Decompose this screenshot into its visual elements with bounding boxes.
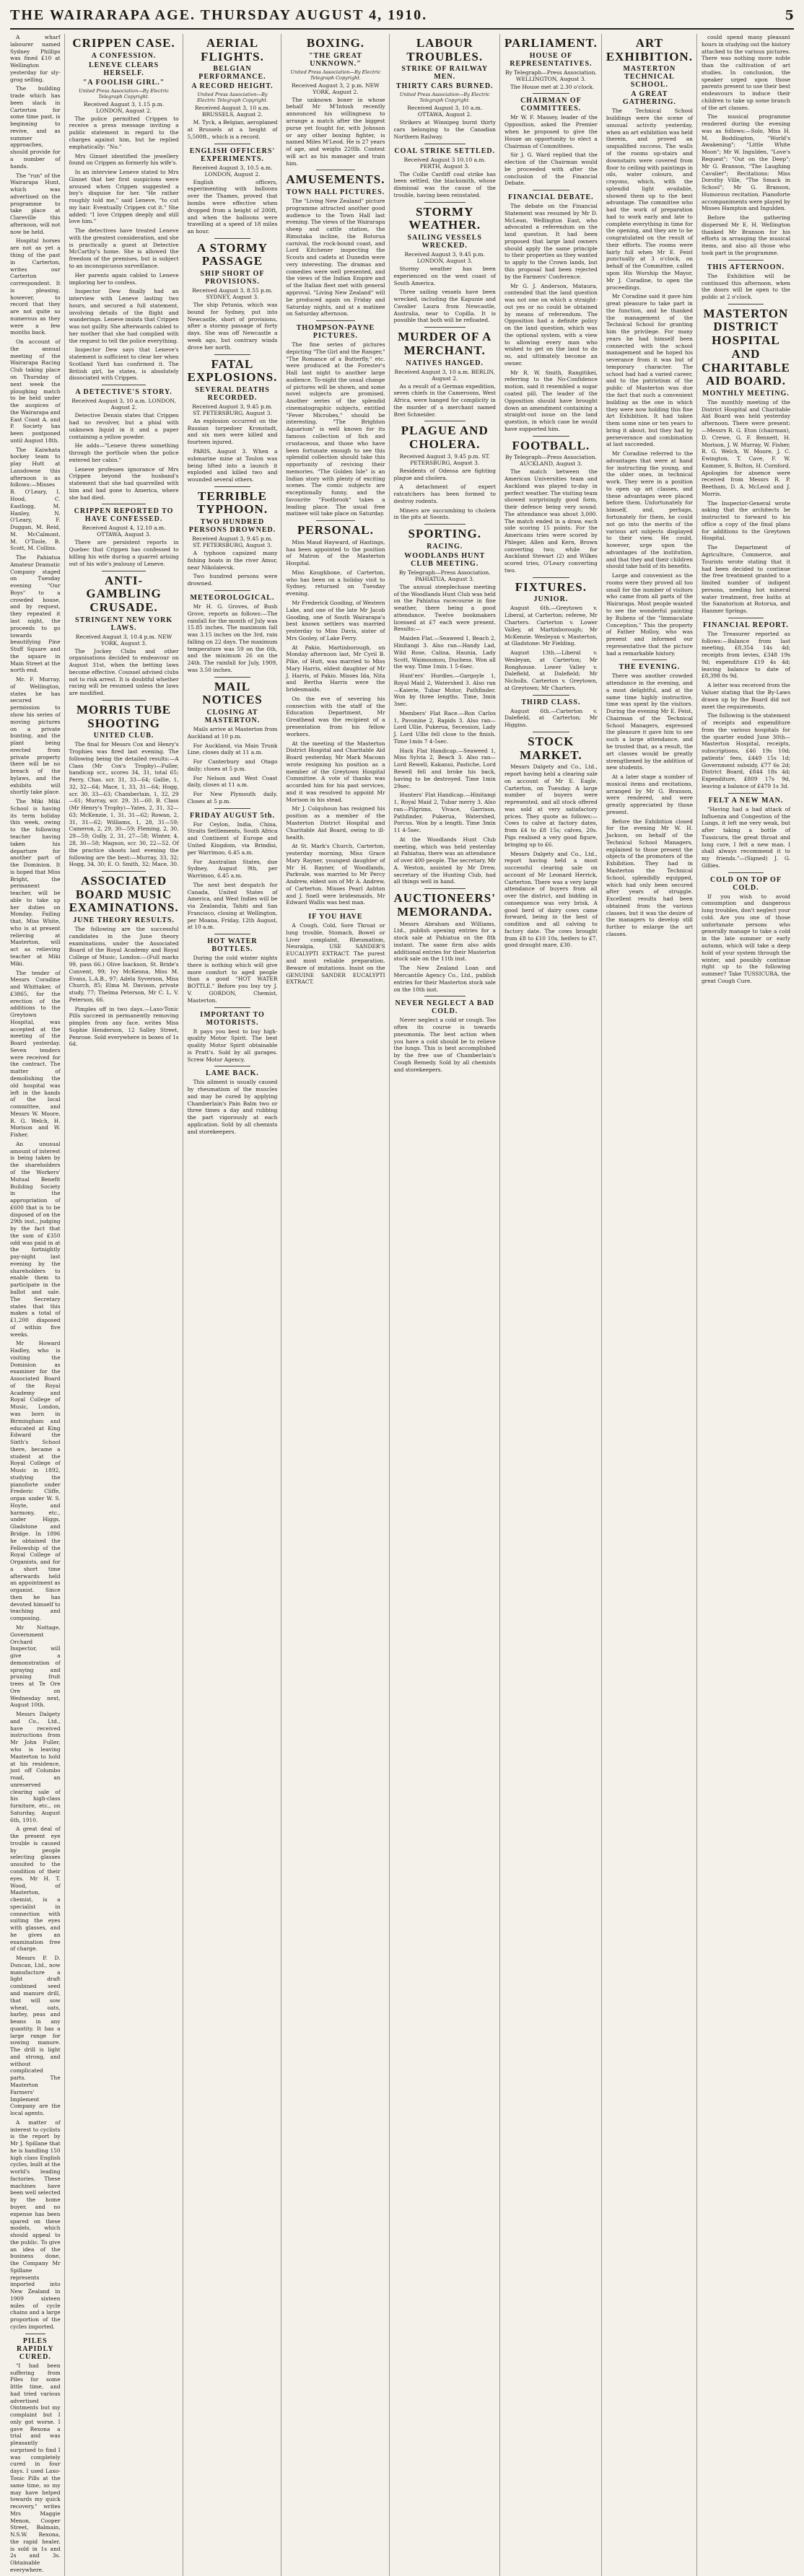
article-subheading: THIS AFTERNOON. [707, 263, 785, 271]
paragraph: If you wish to avoid consumption and dangerous lung troubles, don't neglect your cold. Are you one of those unfortunate persons who generally manage to take a cold in the late summer or early autumn, which will take a deep hold of your system through the winter, and possibly continue right up to the following summer? Take TUSSICURA, the great Cough Cure. [701, 893, 790, 984]
paragraph: For Ceylon, India, China, Straits Settlements, South Africa and Continent of Europe and United Kingdom, via Brindisi, per Warrimoo, 6.45 a.m. [187, 820, 278, 856]
paragraph: Messrs Abraham and Williams, Ltd., publish opening entries for a stock sale at Pahiatua on the 8th instant. The same firm also adds additional entries for their Masterton stock sale on the 11th inst. [393, 920, 496, 963]
paragraph: "Having had a bad attack of Influenza and Congestion of the Lungs, it left me very weak, but after taking a bottle of Tussicura, the great throat and lung cure, I felt a new man. I shall always recommend it to my friends."—(Signed) J. G. Gillies. [701, 805, 790, 869]
article-headline: STOCK MARKET. [520, 734, 582, 762]
paragraph: Sir J. G. Ward replied that the election of the Chairman would be proceeded with after the conclusion of the Financial Debate. [504, 152, 598, 187]
dateline: Received August 4, 12.10 a.m. OTTAWA, August 3. [82, 525, 166, 538]
paragraph: Mr Nottage, Government Orchard Inspector, will give a demonstration of spraying and pruning fruit trees at Te Ore Ore on Wednesday next, August 10th. [10, 1624, 61, 1709]
article-headline: BOXING. [306, 36, 365, 50]
paragraph: A matter of interest to cyclists is the report by Mr J. Spillane that he is handling 150 high class English cycles, built at the world's leading factories. These machines have been well selected by the home buyer, and no expense has been spared on these models, which should appeal to the public. To give an idea of the business done, the Company Mr Spillane represents imported into New Zealand in 1909 sixteen miles of cycle chains and a large proportion of the cycles imported. [10, 2119, 61, 2330]
article [188, 238, 278, 351]
article-headline: FOOTBALL. [512, 438, 590, 452]
dateline: Received August 3, 10 a.m. BRUSSELS, August 2. [195, 105, 270, 118]
paragraph: In an interview Leneve stated to Mrs Ginnet that her first suspicions were aroused when Crippen suggested a boy's disguise for her. "He rather roughly told me," said Leneve, "to cut my hair. Eventually Crippen cut it." She added: "I love Crippen deeply and still love him." [69, 169, 179, 225]
dateline: Received August 3, 9.45 p.m. ST. PETERSBURG, August 3. [399, 452, 490, 466]
paragraph: Residents of Odessa are fighting plague and cholera. [393, 467, 496, 481]
article-subheading: COAL STRIKE SETTLED. [394, 146, 496, 155]
paragraph: Mr Coradine said it gave him great pleasure to take part in the function, and he thanked the management of the Technical School for granting him the privilege. For many years he had himself been connected with the school management and he hoped his severance from it was but of temporary character. The school had had a varied career, and to the patriotism of the public of Masterton was due the fact that such a convenient building as the one in which they were now holding this fine Art Exhibition. It had taken them some nine or ten years to bring it about, but they had by perseverance and combination at last succeeded. [606, 293, 693, 448]
article-subheading: MASTERTON TECHNICAL SCHOOL. [623, 65, 676, 89]
dateline: Received August 3, 10 a.m. OTTAWA, August 2. [407, 105, 483, 118]
paragraph: As a result of a German expedition, seven chiefs in the Cameroons, West Africa, were hanged for complicity in the murder of a merchant named Bret Schneider. [393, 382, 496, 418]
paragraph: Her parents again cabled to Leneve imploring her to confess. [69, 271, 179, 286]
article [286, 170, 385, 317]
article-subheading: SAILING VESSELS WRECKED. [407, 234, 482, 250]
paragraph: The Collie Cardiff coal strike has been settled, the blacksmith, whose dismissal was the cause of the trouble, having been reinstated. [393, 170, 496, 198]
wire-credit: United Press Association—By Electric Telegraph Copyright. [79, 87, 170, 100]
article [188, 354, 278, 483]
article-headline: STORMY WEATHER. [408, 204, 481, 232]
article [69, 571, 179, 697]
article [69, 700, 179, 868]
dateline: Received August 3, 10.4 p.m. NEW YORK, August 3. [75, 633, 172, 647]
divider [214, 354, 250, 355]
paragraph: For Australian States, due Sydney, August 9th, per Warrimoo, 6.45 a.m. [187, 858, 278, 880]
article [188, 590, 278, 674]
article [188, 1066, 278, 1135]
article-subheading: FELT A NEW MAN. [708, 796, 784, 805]
article-subheading: IF YOU HAVE [308, 913, 363, 921]
article [188, 1007, 278, 1064]
paragraph: During the cold winter nights there is nothing which will give more comfort to aged people than a good "HOT WATER BOTTLE." Before you buy try J. V. GORDON, Chemist, Masterton. [187, 955, 278, 1004]
paragraph: The New Zealand Loan and Mercantile Agency Co., Ltd., publish entries for their Masterton stock sale on the 10th inst. [393, 965, 496, 993]
article [394, 202, 496, 325]
divider [424, 524, 466, 525]
paragraph: Mr Frederick Gooding, of Western Lake, and one of the late Mr Jacob Gooding, one of South Wairarapa's best known settlers was married yesterday to Miss Davis, sister of Mrs Gooley, of Lake Ferry. [286, 600, 385, 641]
article-headline: ART EXHIBITION. [606, 36, 693, 63]
paragraph: It pays you best to buy high-quality Motor Spirit. The best quality Motor Spirit obtainable is Pratt's. Sold by all garages. Screw Motor Agency. [187, 1028, 278, 1063]
paragraph: Mr. F. Murray, of Wellington, states he has secured permission to show his series of moving pictures on a private bunting, and the plant being erected from private property there will be no breach of the bylaws, and the exhibits will shortly take place. [10, 676, 61, 796]
article-subheading: LAME BACK. [206, 1069, 259, 1078]
paragraph: Miners are succumbing to cholera in the pits at Soonts. [393, 507, 496, 521]
article-headline: AUCTIONEERS' MEMORANDA. [393, 891, 496, 919]
article-subheading: SHIP SHORT OF PROVISIONS. [200, 270, 265, 286]
paragraph: The Jockey Clubs and other organisations decided to endeavour on August 31st, when the betting laws become effective. Counsel advised clubs not to risk arrest. It is doubtful whether racing will be resumed unless the laws are modified. [69, 647, 179, 697]
article-subheading: TWO HUNDRED PERSONS DROWNED. [188, 518, 276, 535]
article [504, 93, 598, 187]
paragraph: Messrs Dalgety and Co., Ltd., report having held a clearing sale on account of Mr E. Eagle, Carterton, on Tuesday. A large number of buyers were represented, and all stock offered was sold at very satisfactory prices. They quote as follows:—Cows to calve at factory dates, from £4 to £8 15s; calves, 20s. Pigs realised a very good figure, bringing up to £6. [504, 763, 598, 848]
paragraph: The Pahiatua Amateur Dramatic Company staged on Tuesday evening "Our Boys" to a crowded house, and by request, they repeated it last night, the proceeds to go towards beautifying Pine Stuff Square and the square in Main Street at the north end. [10, 554, 61, 674]
article-headline: FIXTURES. [515, 579, 587, 594]
paragraph: PARIS, August 3. When a submarine mine at Toulon was being lifted into a launch it exploded and killed two and wounded several others. [187, 447, 278, 483]
article [286, 909, 385, 986]
article [69, 504, 179, 567]
article-subheading: METEOROLOGICAL. [190, 594, 275, 602]
paragraph: Messrs P. D. Duncan, Ltd., now manufacture a light draft combined seed and manure drill, that will sow wheat, oats, barley, peas and beans in any quantity. It has a large range for sowing manure. The drill is light and strong, and without complicated parts. The Masterton Farmers' Implement Company are the local agents. [10, 1955, 61, 2117]
article-subheading: NEVER NEGLECT A BAD COLD. [395, 999, 494, 1016]
column-2 [69, 34, 183, 2576]
divider [316, 909, 356, 910]
divider [533, 436, 570, 437]
paragraph: Members' Flat Race.—Ron Carlos 1, Pavonine 2, Rapids 3. Also ran—Lord Ullie, Pukerua, Secession, Lady J. Lord Ullie fell close to the finish. Time 1min 7 4-5sec. [393, 709, 496, 745]
paragraph: This ailment is usually caused by rheumatism of the muscles and may be cured by applying Chamberlain's Pain Balm two or three times a day and rubbing the part vigorously at each application. Sold by all chemists and storekeepers. [187, 1079, 278, 1135]
paragraph: Mr H. G. Groves, of Bush Grove, reports as follows:—The rainfall for the month of July was 15.85 inches. The maximum fall was 3.15 inches on the 3rd, rain falling on 22 days. The maximum temperature was 59 on the 6th, and the minimum 26 on the 24th. The rainfall for July, 1909, was 3.50 inches. [187, 603, 278, 673]
column-7 [606, 34, 697, 2576]
divider [533, 93, 570, 94]
divider [424, 888, 466, 889]
paragraph: At the meeting of the Masterton District Hospital and Charitable Aid Board yesterday, Mr Mark Maconn wrote resigning his position as a member of the Greytown Hospital Committee. A vote of thanks was accorded him for his past services, and it was resolved to appoint Mr Morison in his stead. [286, 740, 385, 803]
paragraph: Inspector Dew says that Leneve's statement is sufficient to clear her when Scotland Yard has confirmed it. The British girl, he states, is absolutely dissociated with Crippen. [69, 346, 179, 382]
article-subheading: STRIKE OF RAILWAY MEN. [401, 65, 489, 82]
article [394, 524, 496, 885]
divider [214, 486, 250, 487]
article [286, 37, 385, 167]
paragraph: There was another crowded attendance in the evening, and a most delightful, and at the same time highly instructive, time was spent by the visitors. During the evening Mr E. Feist, Chairman of the Technical School Managers, expressed the pleasure it gave him to see such a large attendance, and he trusted that, as a result, the art classes would be greatly strengthened by the addition of new students. [606, 673, 693, 771]
dateline: Received August 3, 8.55 p.m. SYDNEY, August 3. [192, 287, 273, 301]
article [504, 436, 598, 574]
article-headline: CRIPPEN CASE. [72, 36, 175, 50]
article [10, 34, 61, 2331]
paragraph: For Nelson and West Coast daily, closes at 11 a.m. [187, 774, 278, 789]
paragraph: The detectives have treated Leneve with the greatest consideration, and she is practically a guest at Detective McCarthy's home. She is allowed the freedom of the premises, but is subject to an inconspicuous surveillance. [69, 227, 179, 269]
article [69, 37, 179, 382]
paragraph: An unusual amount of interest is being taken by the shareholders of the Workers' Mutual Benefit Building Society in the appropriation of £600 that is to be disposed of on the 29th inst., judging by the fact that the sum of £350 odd was paid in at the fortnightly pay-night last evening by the shareholders to enable them to participate in the ballot and sale. The Secretary states that this makes a total of £1,200 disposed of within five weeks. [10, 1140, 61, 1338]
article-subheading: CLOSING AT MASTERTON. [204, 709, 261, 725]
article-headline: A STORMY PASSAGE [197, 240, 268, 268]
article [504, 190, 598, 433]
paragraph: For Auckland, via Main Trunk Line, closes daily at 11 a.m. [187, 742, 278, 756]
article [702, 34, 790, 257]
paragraph: Mr R. W. Smith, Rangitikei, referring to the No-Confidence motion, said it resembled a sugar coated pill. The leader of the Opposition should have brought down an amendment containing a straight-out issue on the land question, in which case he would have supported him. [504, 369, 598, 432]
paragraph: The final for Messrs Cox and Henry's Trophies was fired last evening. The following being the detailed results:—A Class (Mr Cox's Trophy)—Fuller, handicap scr., scores 34, 31, total 65; Perry, Chas. scr. 31, 33—64; Gallie, 1, 32, 32—64; Mace, 1, 33, 31—64; Hogg, scr. 30, 33—63; Chamberlain, 1, 32, 29—61; Murray, scr. 29, 31—60. B. Class (Mr Henry's Trophy)—Yates, 2, 31, 32—63; McKenzie, 1, 31, 31—62; Rowan, 2, 31, 31—62; Williams, 1, 28, 31—59; Cameron, 2, 29, 30—59; Fleming, 2, 30, 29—59; Gully, 2, 31, 27—58; Winter, 4, 28, 30—58; Magson, scr. 30, 22—52. Of the practice shoots last evening the following are the best:—Murray, 33, 32; Hogg, 34, 30; E. O. Smith, 32; Mace, 30. [69, 741, 179, 868]
paragraph: A great deal of the present eye trouble is caused by people selecting glasses unsuited to the condition of their eyes. Mr H. T. Wood, of Masterton, chemist, is a specialist in connection with suiting the eyes with glasses, and he gives an examination free of charge. [10, 1826, 61, 1953]
paragraph: The Treasurer reported as follows:—Balance from last meeting, £8,354 14s 4d; receipts from levies, £348 19s 9d; expenditure £19 4s 4d; leaving balance to date of £8,398 0s 9d. [701, 630, 790, 680]
paragraph: The Kaiwhata hockey team to play Hutt at Lansdowne this afternoon is as follows:—Misses B. O'Leary, I. Hood, C. Eastlogg, M. Hanley, N. O'Leary, F. Duggan, M. Reid, M. McCalmont, M. O'Toole, B. Scott, M. Collins. [10, 446, 61, 552]
article-subheading: A GREAT GATHERING. [622, 90, 676, 107]
page-number: 5 [785, 8, 794, 23]
article [69, 871, 179, 1048]
article-subheading: NATIVES HANGED. [406, 359, 484, 367]
paragraph: A letter was received from the Valuer stating that the By-Laws drawn up by the Board did not meet the requirements. [701, 682, 790, 710]
wire-credit: United Press Association—By Electric Telegraph Copyright. [197, 92, 268, 104]
paragraph: Three sailing vessels have been wrecked, including the Kapunie and Cavalier Laura from Newcastle, Australia, near to Copilla. It is possible that both will be refloated. [393, 289, 496, 324]
article [188, 808, 278, 931]
article-subheading: JUNE THEORY RESULTS. [73, 916, 175, 925]
article-headline: PLAGUE AND CHOLERA. [401, 424, 489, 452]
wire-credit: United Press Association—By Electric Telegraph Copyright. [399, 92, 490, 104]
article [394, 996, 496, 1073]
article [188, 144, 278, 235]
paragraph: A wharf labourer named Sydney Phillips was fined £10 at Wellington yesterday for sly-grog selling. [10, 34, 61, 83]
article-subheading: BELGIAN PERFORMANCE. [198, 65, 266, 82]
wire-credit: United Press Association—By Electric Telegraph Copyright. [290, 69, 381, 81]
paragraph: The Department of Agriculture, Commerce, and Tourists wrote stating that it had been decided to continue the free treatment granted to a limited number of indigent persons, needing hot mineral water treatment, free baths at the Sanatorium at Rotorua, and Hanmer Springs. [701, 544, 790, 615]
article-subheading: MONTHLY MEETING. [702, 389, 790, 398]
paragraph: Miss Maud Hayward, of Hastings, has been appointed to the position of Matron of the Masterton Hospital. [286, 538, 385, 567]
article-subheading: THIRD CLASS. [521, 698, 581, 706]
dateline: By Telegraph—Press Association. AUCKLAND, August 3. [504, 454, 597, 468]
article-subheading: UNITED CLUB. [93, 732, 154, 740]
dateline: Received August 3 10.10 a.m. PERTH, August 3. [403, 156, 486, 170]
paragraph: Large and convenient as the rooms were they proved all too small for the number of visitors who came from all parts of the Wairarapa. Most people wanted to see the wonderful painting by Rubens of the "Immaculate Conception." This the property of Father Molloy, who was present and informed our representative that the picture had a remarkable history. [606, 572, 693, 657]
article [188, 934, 278, 1004]
article-subheading: COLD ON TOP OF COLD. [710, 875, 782, 892]
article [394, 888, 496, 993]
article [69, 385, 179, 501]
article-headline: MAIL NOTICES [202, 679, 263, 707]
article-subheading: IMPORTANT TO MOTORISTS. [200, 1010, 265, 1027]
divider [728, 872, 764, 873]
article [286, 320, 385, 517]
paragraph: Hunt'ers' Hurdles.—Gargoyle 1, Royal Maid 2, Watershed 3. Also ran—Kaierie, Tubar Motor, Pathfinder. Won by three lengths. Time, 3min 3sec. [393, 673, 496, 708]
divider [214, 808, 250, 809]
article [702, 872, 790, 985]
article [504, 37, 598, 90]
article [10, 2334, 61, 2574]
article-subheading: THIRTY CARS BURNED. [396, 82, 494, 91]
paragraph: The following is the statement of receipts and expenditure from the various hospitals for the quarter ended June 30th—Masterton Hospital, receipts, subscriptions, £46 19s 10d; patients' fees, £449 15s 1d; Government subsidy, £77 6s 2d; District Board, £844 18s 4d; Expenditure, £809 17s 9d, leaving a balance of £479 1s 3d. [701, 712, 790, 789]
article [286, 520, 385, 906]
paragraph: The monthly meeting of the District Hospital and Charitable Aid Board was held yesterday afternoon. There were present:—Messrs R. G. Eton (chairman), D. Crewe, G. F. Bennett, H. Morison, J. W. Murray, W. Fisher, R. G. Welch, W. Moore, J. C. Ewington, T. Cave, F. W. Kummer, S. Bolton, H. Cornford. Apologies for absence were received from Messrs R. P. Beetham, D. A. McLeod and J. Morris. [701, 398, 790, 497]
paragraph: The tender of Messrs Coradine and Whittaker, of £3865, for the erection of the additions to the Greytown Hospital, was accepted at the meeting of the Board yesterday. Seven tenders were received for the contract. The matter of demolishing the old hospital was left in the hands of the local committee, and Messrs W. Moore, R. G. Welch, H. Morison and W. Fisher. [10, 969, 61, 1139]
article-headline: MURDER OF A MERCHANT. [398, 330, 492, 357]
paragraph: could spend many pleasant hours in studying out the history attached to the various pictures. There was nothing more noble than the cultivation of art studies. In conclusion, the speaker urged upon those parents present to use their best endeavours to induce their children to take up some branch of the art classes. [701, 34, 791, 111]
paragraph: A Cough, Cold, Sore Throat or lung trouble, Stomach, Bowel or Liver complaint, Rheumatism, Neuralgia, USE SANDER'S EUCALYPTI EXTRACT. The purest and most reliable preparation. Beware of imitations. Insist on the GENUINE SANDER EUCALYPTI EXTRACT. [286, 922, 385, 986]
article [188, 486, 278, 587]
dateline: Received August 3, 1.15 p.m. LONDON, August 2. [83, 100, 165, 114]
paragraph: M. Tyck, a Belgian, aeroplaned at Brussels at a height of 5,500ft., which is a record. [187, 119, 278, 140]
paragraph: The "run" of the Wairarapa Hunt, which was advertised on the programme to take place at Clareville this afternoon, will not now be held. [10, 172, 61, 235]
paragraph: August 13th.—Liberal v. Wesleyan, at Carterton; Mr Ronghouse. Lower Valley v. Dalefield, at Dalefield; Mr Nicholls. Carterton v. Greytown, at Greytown; Mr Charters. [504, 649, 598, 691]
paragraph: At Pakio, Martinborough, on Monday afternoon last, Mr Cyril B. Pike, of Hutt, was married to Miss Mary Harris, eldest daughter of Mr J. Harris, of Pakio. Misses Ida, Nita and Bertha Harris were the bridesmaids. [286, 644, 385, 693]
paragraph: English officers, experimenting with balloons over the Thames, proved that bombs were effective when dropped from a height of 200ft, and when the balloons were travelling at a speed of 18 miles an hour. [187, 178, 278, 235]
dateline: Received August 3, 10.5 a.m. LONDON, August 2. [192, 164, 273, 178]
paragraph: A detachment of expert ratcatchers has been formed to destroy rodents. [393, 483, 496, 504]
article [188, 37, 278, 141]
article-headline: LABOUR TROUBLES. [406, 36, 484, 63]
dateline: By Telegraph—Press Association. WELLINGTON, August 3. [504, 69, 597, 82]
article-headline: ANTI-GAMBLING CRUSADE. [86, 573, 162, 614]
dateline: Received August 3, 10 a.m. BERLIN, August 2. [394, 368, 495, 382]
divider [316, 520, 356, 521]
article [702, 793, 790, 869]
paragraph: An explosion occurred on the Russian torpedoer Kronstadt, and six men were killed and fourteen injured. [187, 417, 278, 446]
paragraph: For New Plymouth daily. Closes at 5 p.m. [187, 791, 278, 805]
paragraph: Hack Flat Handicap.—Seaweed 1, Miss Sylvia 2, Beach 3. Also ran—Lord Rewell, Kakanui, Pastiche, Lord Rewell fell and broke his back, having to be destroyed. Time 1min 29sec. [393, 747, 496, 789]
article-subheading: FRIDAY AUGUST 5th. [190, 811, 275, 820]
column-6 [504, 34, 602, 2576]
paragraph: Never neglect a cold or cough. Too often its course is towards pneumonia. The best action when you have a cold should be to relieve the lungs. This is best accomplished by the free use of Chamberlain's Cough Remedy. Sold by all chemists and storekeepers. [393, 1017, 496, 1073]
paragraph: He adds—"Leneve threw something through the porthole when the police entered her cabin." [69, 442, 179, 463]
article [394, 327, 496, 418]
paragraph: Mr W. F. Massey, leader of the Opposition, asked the Premier when he proposed to give the House an opportunity to elect a Chairman of Committees. [504, 114, 598, 149]
article [702, 260, 790, 301]
article-subheading: WOODLANDS HUNT CLUB MEETING. [404, 551, 486, 568]
paragraph: Before the gathering dispersed Mr E. H. Wellington thanked Mr Branson for his efforts in arranging the musical items, and also all those who took part in the programme. [701, 214, 790, 256]
article-subheading: CHAIRMAN OF COMMITTEES. [520, 97, 582, 113]
dateline: Received August 3, 2 p.m. NEW YORK, August 2. [292, 82, 380, 95]
article-subheading: THOMPSON-PAYNE PICTURES. [296, 324, 375, 341]
article-subheading: A DETECTIVE'S STORY. [75, 388, 172, 397]
divider [533, 695, 570, 696]
paragraph: At a later stage a number of musical items and recitations, arranged by Mr G. Branson, were rendered, and were greatly appreciated by those present. [606, 774, 693, 815]
paragraph: At St. Mark's Church, Carterton, yesterday morning, Miss Grace Mary Rayner, youngest daughter of Mr H. Rayner, of Woodlands, Parkvale, was married to Mr Percy Andrew, eldest son of Mr A. Andrew, of Carterton. Misses Pearl Ashton and J. Snell were bridesmaids, Mr Edward Wallis was best man. [286, 843, 385, 906]
article-subheading: HOUSE OF REPRESENTATIVES. [510, 51, 593, 68]
article [504, 695, 598, 729]
divider [533, 577, 570, 578]
paragraph: The Technical School buildings were the scene of unusual activity yesterday, when an art exhibition was held therein, and proved an unqualified success. The walls of the rooms up-stairs and downstairs were covered from floor to ceiling with paintings in oils, water colours, and crayons, which, with the splendid light available, showed them up to the best advantage. The committee who had the work of preparation had to work early and late to complete everything in time for the opening, and they are to be congratulated on the result of their efforts. The rooms were fairly full when Mr E. Feist punctually at 3 o'clock, on behalf of the Committee, called upon His Worship the Mayor, Mr J. Coradine, to open the proceedings. [606, 108, 693, 291]
article-headline: FATAL EXPLOSIONS. [187, 356, 278, 385]
divider [214, 1007, 250, 1008]
paragraph: Hospital horses are not as yet a thing of the past in Carterton, writes our Carterton correspondent. It is pleasing, however, to record that they are not quite so numerous as they were a few months back. [10, 237, 61, 336]
article [606, 37, 693, 657]
columns-container [10, 34, 794, 2573]
paragraph: For Canterbury and Otago daily; closes at 5 p.m. [187, 758, 278, 772]
paragraph: "I had been suffering from Piles for some little time, and had tried various advertised Ointments but my complaint but I only got worse. I gave Rexona a trial and was pleasantly surprised to find I was completely cured in four days. I used Laxo-Tonic Pills at the same time, so my may have helped towards my quick recovery," writes Mrs Maggie Menon, Cooper Street, Balmain, N.S.W. Rexona, the rapid healer, is sold in 1s and 2s and 3s. Obtainable everywhere. [10, 2362, 61, 2573]
article-headline: SPORTING. [408, 527, 481, 541]
paragraph: Mails arrive at Masterton from Auckland at 10 p.m. [187, 726, 278, 740]
article [504, 732, 598, 949]
article-subheading: CRIPPEN REPORTED TO HAVE CONFESSED. [74, 507, 174, 524]
article-headline: MORRIS TUBE SHOOTING [77, 702, 172, 730]
article-subheading: FINANCIAL REPORT. [703, 621, 789, 629]
article [394, 144, 496, 199]
paragraph: Messrs Dalgety and Co., Ltd., have received instructions from Mr John Fuller, who is leaving Masterton to hold at his residence, just off Columbo road, an unreserved clearing sale of his high-class furniture, etc., on Saturday, August 6th, 1910. [10, 1711, 61, 1823]
article-subheading: THE EVENING. [619, 663, 681, 672]
paragraph: Strikers at Winnipeg burnt thirty cars belonging to the Canadian Northern Railway. [393, 119, 496, 140]
divider [214, 677, 250, 678]
dateline: By Telegraph—Press Association. PAHIATUA, August 3. [398, 569, 491, 582]
paragraph: The "Living New Zealand" picture programme attracted another good audience to the Town Hall last evening. The views of the Wairarapa sheep and cattle station, the Rimutaka incline, the Rotorua carnival, the rock-bound coast, and Lord Kitchener inspecting the Scouts and cadets at Dunedin were very interesting. The dramas and comedies were well presented, and the views of the Indian Empire and of the Italian fleet met with general approval. "Living New Zealand" will be produced again on Friday and Saturday nights, and at a matinee on Saturday afternoon. [286, 198, 385, 317]
paragraph: Mr Coradine referred to the advantages that were at hand for instructing the young, and the older ones, in technical work. They were in a position to open up art classes, and these advantages were placed before them. Unfortunately for himself, and, perhaps, fortunately for them, he could not go into the merits of the various art subjects displayed to their view. He could, however, urge upon the advantages of the institution, and that they and their children should take hold of its benefits. [606, 450, 693, 570]
paragraph: Miss Koughbone, of Carterton, who has been on a holiday visit to Sydney, returned on Tuesday evening. [286, 569, 385, 597]
article-headline: PARLIAMENT. [504, 36, 598, 50]
article-subheading: ENGLISH OFFICERS' EXPERIMENTS. [189, 146, 276, 163]
paragraph: The police permitted Crippen to receive a press message inviting a public statement in regard to the charges against him, but he replied emphatically: "No." [69, 115, 179, 150]
paragraph: Maiden Flat.—Seaweed 1, Beach 2, Hinitangi 3. Also ran—Handy Lad, Wild Rose, Calina, Haunia, Lady Scott, Waimoumou, Duchess. Won all the way. Time 1min. 1 5-6sec. [393, 635, 496, 670]
dateline: Received August 3, 9.45 p.m. ST. PETERSBURG, August 3. [192, 535, 273, 549]
column-3 [188, 34, 282, 2576]
paragraph: The Miki Miki School is having its term holiday this week, owing to the following teacher having taken his departure for another part of the Dominion. It is hoped that Miss Bright, the permanent teacher, will be able to take up her duties on Monday. Failing that, Miss White, who is at present relieving at Masterton, will act as relieving teacher at Miki Miki. [10, 798, 61, 967]
article-headline: TERRIBLE TYPHOON. [196, 489, 268, 517]
paragraph: The Inspector-General wrote asking that the architects be instructed to forward to his office a copy of the final plans for additions to the Greytown Hospital. [701, 499, 790, 542]
article [702, 304, 790, 615]
dateline: Received August 3, 9.45 p.m. ST. PETERSBURG, August 3. [192, 403, 273, 416]
paragraph: Detective Dennis states that Crippen had no revolver, but a phial with unknown liquid in it and a paper containing a yellow powder. [69, 412, 179, 440]
divider [728, 304, 764, 305]
article-headline: AMUSEMENTS. [286, 172, 385, 187]
paragraph: The ship Petunia, which was bound for Sydney, put into Newcastle, short of provisions, after a stormy passage of forty days. She was off Newcastle a week ago, but contrary winds drove her north. [187, 302, 278, 351]
paragraph: Mr J. Colquhoun has resigned his position as a member of the Masterton District Hospital and Charitable Aid Board, owing to ill-health. [286, 805, 385, 841]
newspaper-title: THE WAIRARAPA AGE. THURSDAY AUGUST 4, 1910. [10, 7, 428, 23]
paragraph: Leneve professes ignorance of Mrs Crippen beyond the husband's statement that she had quarrelled with him and had gone to America, where she had died. [69, 465, 179, 501]
column-5 [394, 34, 500, 2576]
paragraph: The following are the successful candidates in the June theory examinations, under the Associated Board of the Royal Academy and Royal College of Music, London:—(Full marks 99, pass 66.) Olive Isackson, St. Bride's Convent, 99; Ivy McKenna, Miss M. Evans, L.A.B., 97; Adela Syverson, Miss Church, 85; Elma M. Davison, private study, 77; Thelma Peterson, Mr C. L. V. Peterson, 66. [69, 926, 179, 1003]
divider [102, 871, 146, 872]
paragraph: Inspector Dew finally had an interview with Leneve lasting two hours, and secured a full statement, involving details of the flight and wanderings. Leneve insists that Crippen was not guilty. She afterwards cabled to her mother that she had complied with the request to tell the police everything. [69, 288, 179, 344]
paragraph: Mr Howard Hadley, who is visiting the Dominion as examiner for the Associated Board of the Royal Academy and Royal College of Music, London, was born in Birmingham and educated at King Edward the Sixth's School there, became a student at the Royal College of Music in 1892, studying the pianoforte under Frederic Cliffe, organ under W. S. Hoyte, and harmony, etc., under Higgs, Gladstone and Bridge. In 1896 he obtained the Fellowship of the Royal College of Organists, and for a short time afterwards held an appointment as organist. Since then he has devoted himself to teaching and composing. [10, 1340, 61, 1622]
divider [316, 320, 356, 321]
paragraph: Two hundred persons were drowned. [187, 573, 278, 587]
article [504, 577, 598, 692]
article [394, 37, 496, 141]
paragraph: The House met at 2.30 o'clock. [510, 83, 595, 90]
article-subheading: STRINGENT NEW YORK LAWS. [75, 615, 173, 632]
paragraph: On account of the annual meeting of the Wairarapa Racing Club taking place on Thursday of next week the ploughing match to be held under the auspices of the Wairarapa and East Coast A. and P. Society has been postponed until August 18th. [10, 338, 61, 444]
paragraph: The annual steeplechase meeting of the Woodlands Hunt Club was held on the Pahiatua racecourse in fine weather, there being a good attendance. Twelve bookmakers licensed at £7 each were present. Results:— [393, 583, 496, 633]
article [702, 618, 790, 790]
paragraph: Messrs Dalgety and Co., Ltd., report having held a most successful clearing sale on account of Mr Leonard Herrick, Carterton. There was a very large attendance of buyers from all over the district, and bidding in consequence was very brisk. A good herd of dairy cows came forward, being in the best of condition and all calving to factory date. The cows brought from £8 to £10 10s, heifers to £7, good draught mare, £30. [504, 850, 598, 949]
column-4 [286, 34, 389, 2576]
paragraph: A typhoon capsized many fishing boats in the river Amur, near Nikolaievsk. [187, 550, 278, 571]
article-headline: AERIAL FLIGHTS. [201, 36, 264, 63]
divider [214, 238, 250, 239]
article-headline: ASSOCIATED BOARD MUSIC EXAMINATIONS. [69, 874, 179, 915]
paragraph: The debate on the Financial Statement was resumed by Mr D. McLean, Wellington East, who advocated a referendum on the land question. It had been proposed that large land owners should apply the same principle to their properties as they wanted to apply to the Crown lands, but this proposal had been rejected by the Farmers' Conference. [504, 203, 598, 280]
dateline: Received August 3, 9.45 p.m. LONDON, August 3. [404, 251, 485, 265]
article-subheading: "A FOOLISH GIRL." [82, 78, 165, 87]
divider [214, 590, 250, 591]
masthead [10, 7, 794, 30]
paragraph: The match between the American Universities team and Auckland was played to-day in perfect weather. The visiting team showed surprisingly good form, their defence being very sound. The attendance was about 3,000. The match ended in a draw, each side scoring 15 points. For the Americans tries were scored by Phleger, Allen and Kern, Brown converting two; while for Auckland Stewart (2) and Wilkes scored tries, O'Leary converting two. [504, 468, 598, 574]
paragraph: The Exhibition will be continued this afternoon, when the doors will be open to the public at 2 o'clock. [701, 272, 790, 301]
article [188, 677, 278, 805]
paragraph: There are persistent reports in Quebec that Crippen has confessed to killing his wife during a quarrel arising out of his wife's jealousy of Leneve. [69, 539, 179, 567]
paragraph: Mr G. J. Anderson, Mataura, contended that the land question was not one on which a straight-out yes or no could be obtained by means of referendum. The Opposition had a definite policy on the land question, which was the optional system, with a view to allowing every man who wished to get on the land to do so, and ultimately become an owner. [504, 282, 598, 367]
paragraph: At the Woodlands Hunt Club meeting, which was held yesterday at Pahiatua, there was an attendance of over 400 people. The secretary, Mr A. Weston, assisted by Mr Drew, secretary of the Hunting Club, had all things well in hand. [393, 836, 496, 885]
paragraph: The building trade which has been slack in Carterton for some time past, is beginning to revive, and as summer approaches, should provide for a number of hands. [10, 85, 61, 170]
divider [424, 202, 466, 203]
column-1 [10, 34, 65, 2576]
article-subheading: A RECORD HEIGHT. [191, 82, 274, 91]
divider [102, 700, 146, 701]
paragraph: The fine series of pictures depicting "The Girl and the Ranger," "The Romance of a Butterfly," etc. were produced at the Forester's Hall last night to another large audience. To-night the usual change of pictures will be shown, and some novel subjects are promised. Another series of the splendid cinematographic subjects, entitled "Fever Microbes," should be interesting. "The Brighton Aquarium" is well known for its famous collection of fish and crustaceous, and those who have been fortunate enough to see this splendid collection should take this opportunity of reviving their memories. "The Golden Isle" is an Indian story with plenty of exciting scenes. The comic subjects are exceptionally funny, and the favourite "Footbrook" takes a leading place. The usual free matinee will take place on Saturday. [286, 341, 385, 517]
article-subheading: PILES RAPIDLY CURED. [16, 2336, 54, 2361]
paragraph: August 6th.—Greytown v. Liberal, at Carterton; referee, Mr Charters. Carterton v. Lower Valley, at Martinborough; Mr McKenzie. Wesleyan v. Masterton, at Gladstone: Mr Fielding. [504, 605, 598, 647]
article-subheading: TOWN HALL PICTURES. [286, 188, 385, 197]
article-subheading: JUNIOR. [533, 595, 569, 604]
divider [424, 327, 466, 328]
article-subheading: A CONFESSION. [91, 51, 157, 60]
paragraph: August 6th.—Carterton v. Dalefield, at Carterton; Mr Higgins. [504, 707, 598, 729]
column-8 [702, 34, 794, 2576]
article-subheading: HOT WATER BOTTLES. [207, 937, 258, 954]
article [606, 660, 693, 937]
paragraph: Mrs Ginnet identified the jewellery found on Crippen as formerly his wife's. [69, 152, 179, 167]
article-headline: MASTERTON DISTRICT HOSPITAL AND CHARITABLE AID BOARD. [701, 306, 790, 388]
article-headline: PERSONAL. [297, 523, 374, 538]
paragraph: On the eve of severing his connection with the staff of the Education Department, Mr Greathead was the recipient of a presentation from his fellow workers. [286, 695, 385, 737]
divider [728, 793, 764, 794]
paragraph: Before the Exhibition closed for the evening Mr W. H. Jackson, on behalf of the Technical School Managers, explained to those present the objects of the promoters of the Exhibition. They had in Masterton the Technical School, splendidly equipped, which had only been secured after years of struggle. Excellent results had been obtained from the various classes, but it was the desire of the managers to develop still further to enlarge the art classes. [606, 818, 693, 937]
dateline: Received August 3, 10 a.m. LONDON, August 2. [71, 398, 176, 411]
article-subheading: RACING. [427, 542, 463, 551]
paragraph: The next best despatch for Canada, United States of America, and West Indies will be via Zealandia, Tahiti and San Francisco, closing at Wellington, per Moana, Friday, 12th August, at 10 a.m. [187, 881, 278, 931]
paragraph: The unknown boxer in whose behalf Mr M'Intosh recently announced his willingness to arrange a match after the biggest purse yet fought for, with Johnson or any other boxing fighter, is named Miles M'Leod. He is 27 years of age, and weighs 220lb. Contest will act as his manager and train him. [286, 96, 385, 167]
paragraph: Hunters' Flat Handicap.—Hinitangi 1, Royal Maid 2, Tubar merry 3. Also ran—Pilgrims, Vivace, Garrison, Pathfinder, Pukerua, Watershed, Porcus. Won by a length. Time 3min 11 4-5sec. [393, 792, 496, 834]
article [394, 421, 496, 521]
paragraph: The musical programme rendered during the evening was as follows:—Solo, Miss H. M. Boddington, "World's Awakening"; "Little White Moon"; Mr W. Ingulden, "Love's Request"; "Out on the Deep"; Mr G. Branson, "The Laughing Cavalier"; Recitations: Miss Dorothy Ville, "The Smack in School"; Mr G. Branson, Humorous recitation. Pianoforte accompaniments were played by Misses Hampton and Ingulden. [701, 113, 790, 212]
article-subheading: "THE GREAT UNKNOWN." [308, 51, 362, 68]
article-subheading: LENEVE CLEARS HERSELF. [88, 61, 160, 77]
article-subheading: FINANCIAL DEBATE. [508, 193, 594, 202]
paragraph: Stormy weather has been experienced on the west coast of South America. [393, 266, 496, 286]
paragraph: Pimples off in two days.—Laxo-Tonic Pills succeed in permanently removing pimples from any face. writes Miss Sophie Henderson, 12 Salley Street, Penrose. Sold everywhere in boxes of 1s 6d. [69, 1005, 179, 1048]
article-subheading: SEVERAL DEATHS RECORDED. [195, 385, 270, 402]
